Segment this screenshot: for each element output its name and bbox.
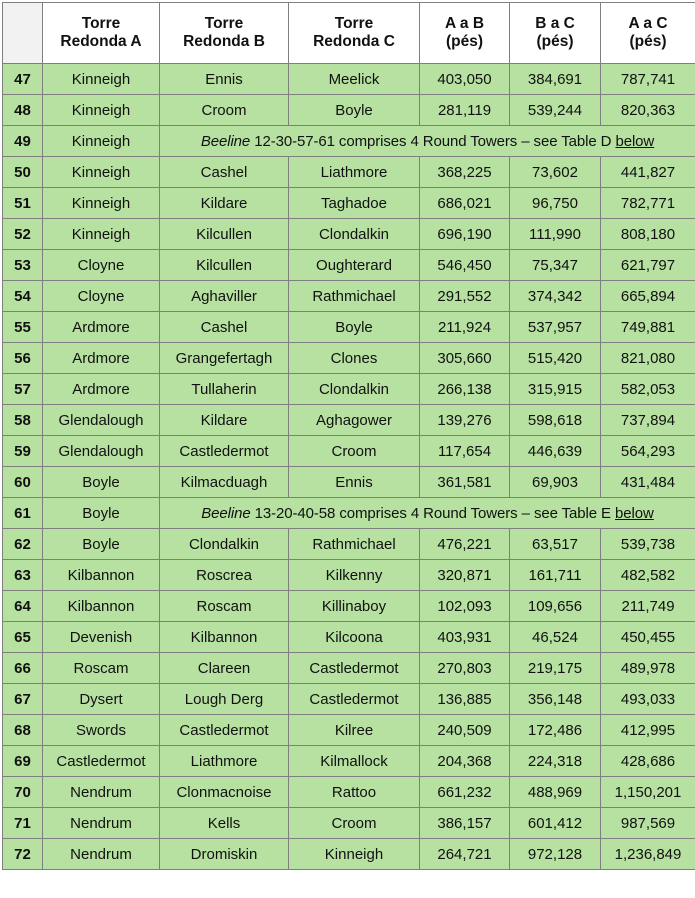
tower-b-cell: Castledermot — [160, 715, 289, 746]
distance-a-c-cell: 450,455 — [601, 622, 695, 653]
tower-c-cell: Castledermot — [289, 653, 420, 684]
distance-a-b-cell: 696,190 — [420, 219, 510, 250]
tower-c-cell: Kilkenny — [289, 560, 420, 591]
tower-b-cell: Kilbannon — [160, 622, 289, 653]
distance-a-c-cell: 749,881 — [601, 312, 695, 343]
tower-a-cell: Kinneigh — [43, 157, 160, 188]
distance-a-b-cell: 403,931 — [420, 622, 510, 653]
distance-a-c-cell: 428,686 — [601, 746, 695, 777]
row-number: 57 — [3, 374, 43, 405]
row-number: 56 — [3, 343, 43, 374]
tower-c-cell: Kinneigh — [289, 839, 420, 870]
table-row — [3, 64, 695, 95]
distance-a-c-cell: 564,293 — [601, 436, 695, 467]
distance-a-b-cell: 368,225 — [420, 157, 510, 188]
header-tower-c: Torre Redonda C — [289, 3, 420, 64]
table-row — [3, 560, 695, 591]
tower-b-cell: Lough Derg — [160, 684, 289, 715]
beeline-note — [160, 498, 695, 529]
tower-b-cell: Clondalkin — [160, 529, 289, 560]
distance-a-b-cell: 117,654 — [420, 436, 510, 467]
tower-c-cell: Boyle — [289, 95, 420, 126]
distance-a-c-cell: 211,749 — [601, 591, 695, 622]
tower-b-cell: Grangefertagh — [160, 343, 289, 374]
distance-a-b-cell: 291,552 — [420, 281, 510, 312]
tower-b-cell: Liathmore — [160, 746, 289, 777]
tower-b-cell: Croom — [160, 95, 289, 126]
tower-c-cell: Taghadoe — [289, 188, 420, 219]
distance-b-c-cell: 598,618 — [510, 405, 601, 436]
distance-b-c-cell: 315,915 — [510, 374, 601, 405]
row-number: 65 — [3, 622, 43, 653]
table-row — [3, 777, 695, 808]
distance-a-c-cell: 493,033 — [601, 684, 695, 715]
tower-c-cell: Clondalkin — [289, 219, 420, 250]
distance-a-b-cell: 361,581 — [420, 467, 510, 498]
table-row — [3, 467, 695, 498]
tower-a-cell: Kinneigh — [43, 126, 160, 157]
distance-b-c-cell: 161,711 — [510, 560, 601, 591]
tower-c-cell: Rathmichael — [289, 281, 420, 312]
distance-b-c-cell: 109,656 — [510, 591, 601, 622]
beeline-note — [160, 126, 695, 157]
tower-a-cell: Boyle — [43, 529, 160, 560]
below-link[interactable]: below — [615, 133, 654, 150]
distance-a-b-cell: 661,232 — [420, 777, 510, 808]
tower-b-cell: Kilmacduagh — [160, 467, 289, 498]
row-number: 50 — [3, 157, 43, 188]
distance-b-c-cell: 515,420 — [510, 343, 601, 374]
row-number: 64 — [3, 591, 43, 622]
distance-a-c-cell: 1,150,201 — [601, 777, 695, 808]
table-row — [3, 157, 695, 188]
table-row — [3, 529, 695, 560]
distance-a-c-cell: 621,797 — [601, 250, 695, 281]
header-tower-a: Torre Redonda A — [43, 3, 160, 64]
row-number: 67 — [3, 684, 43, 715]
tower-a-cell: Ardmore — [43, 312, 160, 343]
tower-a-cell: Nendrum — [43, 808, 160, 839]
distance-b-c-cell: 488,969 — [510, 777, 601, 808]
tower-b-cell: Tullaherin — [160, 374, 289, 405]
tower-a-cell: Dysert — [43, 684, 160, 715]
tower-c-cell: Croom — [289, 808, 420, 839]
distance-a-c-cell: 412,995 — [601, 715, 695, 746]
distance-b-c-cell: 75,347 — [510, 250, 601, 281]
table-row — [3, 343, 695, 374]
tower-b-cell: Cashel — [160, 312, 289, 343]
tower-a-cell: Kilbannon — [43, 560, 160, 591]
row-number: 54 — [3, 281, 43, 312]
tower-b-cell: Roscrea — [160, 560, 289, 591]
header-b-to-c: B a C (pés) — [510, 3, 601, 64]
table-row — [3, 281, 695, 312]
row-number: 69 — [3, 746, 43, 777]
distance-a-c-cell: 782,771 — [601, 188, 695, 219]
distance-b-c-cell: 46,524 — [510, 622, 601, 653]
tower-b-cell: Clonmacnoise — [160, 777, 289, 808]
tower-a-cell: Cloyne — [43, 250, 160, 281]
distance-a-c-cell: 787,741 — [601, 64, 695, 95]
tower-a-cell: Devenish — [43, 622, 160, 653]
distance-a-c-cell: 820,363 — [601, 95, 695, 126]
table-row — [3, 250, 695, 281]
table-row — [3, 808, 695, 839]
distance-a-b-cell: 264,721 — [420, 839, 510, 870]
tower-c-cell: Kilcoona — [289, 622, 420, 653]
distance-a-b-cell: 686,021 — [420, 188, 510, 219]
table-row — [3, 312, 695, 343]
header-corner — [3, 3, 43, 64]
tower-b-cell: Clareen — [160, 653, 289, 684]
table-row — [3, 188, 695, 219]
tower-c-cell: Rathmichael — [289, 529, 420, 560]
table-row — [3, 591, 695, 622]
row-number: 63 — [3, 560, 43, 591]
row-number: 58 — [3, 405, 43, 436]
table-row — [3, 95, 695, 126]
distance-a-b-cell: 386,157 — [420, 808, 510, 839]
row-number: 71 — [3, 808, 43, 839]
distance-b-c-cell: 224,318 — [510, 746, 601, 777]
distance-b-c-cell: 537,957 — [510, 312, 601, 343]
distance-b-c-cell: 601,412 — [510, 808, 601, 839]
distance-a-b-cell: 476,221 — [420, 529, 510, 560]
row-number: 70 — [3, 777, 43, 808]
row-number: 51 — [3, 188, 43, 219]
tower-b-cell: Dromiskin — [160, 839, 289, 870]
tower-a-cell: Ardmore — [43, 343, 160, 374]
table-row — [3, 715, 695, 746]
distance-a-b-cell: 403,050 — [420, 64, 510, 95]
tower-a-cell: Boyle — [43, 467, 160, 498]
tower-c-cell: Clondalkin — [289, 374, 420, 405]
tower-a-cell: Kilbannon — [43, 591, 160, 622]
row-number: 66 — [3, 653, 43, 684]
tower-b-cell: Roscam — [160, 591, 289, 622]
distance-b-c-cell: 172,486 — [510, 715, 601, 746]
tower-c-cell: Croom — [289, 436, 420, 467]
row-number: 48 — [3, 95, 43, 126]
distance-b-c-cell: 111,990 — [510, 219, 601, 250]
row-number: 62 — [3, 529, 43, 560]
distance-b-c-cell: 219,175 — [510, 653, 601, 684]
distance-a-b-cell: 266,138 — [420, 374, 510, 405]
tower-c-cell: Boyle — [289, 312, 420, 343]
row-number: 53 — [3, 250, 43, 281]
distance-a-c-cell: 808,180 — [601, 219, 695, 250]
table-row — [3, 126, 695, 157]
table-body — [3, 64, 695, 870]
distance-b-c-cell: 374,342 — [510, 281, 601, 312]
distance-a-c-cell: 441,827 — [601, 157, 695, 188]
distance-a-b-cell: 204,368 — [420, 746, 510, 777]
table-row — [3, 839, 695, 870]
distance-b-c-cell: 384,691 — [510, 64, 601, 95]
distance-a-c-cell: 489,978 — [601, 653, 695, 684]
beeline-text: 13-20-40-58 comprises 4 Round Towers – see Table E — [251, 505, 615, 522]
distance-b-c-cell: 446,639 — [510, 436, 601, 467]
header-a-to-c: A a C (pés) — [601, 3, 695, 64]
beeline-label: Beeline — [201, 505, 250, 522]
tower-c-cell: Meelick — [289, 64, 420, 95]
header-tower-b: Torre Redonda B — [160, 3, 289, 64]
row-number: 59 — [3, 436, 43, 467]
distance-a-c-cell: 821,080 — [601, 343, 695, 374]
below-link[interactable]: below — [615, 505, 654, 522]
tower-c-cell: Liathmore — [289, 157, 420, 188]
row-number: 52 — [3, 219, 43, 250]
tower-c-cell: Oughterard — [289, 250, 420, 281]
table-row — [3, 219, 695, 250]
distance-a-b-cell: 240,509 — [420, 715, 510, 746]
tower-a-cell: Nendrum — [43, 777, 160, 808]
row-number: 49 — [3, 126, 43, 157]
distance-a-b-cell: 305,660 — [420, 343, 510, 374]
tower-c-cell: Killinaboy — [289, 591, 420, 622]
distance-a-c-cell: 431,484 — [601, 467, 695, 498]
distance-b-c-cell: 73,602 — [510, 157, 601, 188]
table-row — [3, 684, 695, 715]
tower-a-cell: Kinneigh — [43, 95, 160, 126]
tower-b-cell: Kells — [160, 808, 289, 839]
tower-b-cell: Kildare — [160, 405, 289, 436]
tower-c-cell: Kilmallock — [289, 746, 420, 777]
beeline-label: Beeline — [201, 133, 250, 150]
distance-b-c-cell: 96,750 — [510, 188, 601, 219]
row-number: 72 — [3, 839, 43, 870]
tower-a-cell: Kinneigh — [43, 64, 160, 95]
distance-a-b-cell: 211,924 — [420, 312, 510, 343]
distance-a-b-cell: 270,803 — [420, 653, 510, 684]
tower-b-cell: Castledermot — [160, 436, 289, 467]
distance-a-b-cell: 546,450 — [420, 250, 510, 281]
tower-a-cell: Castledermot — [43, 746, 160, 777]
tower-c-cell: Kilree — [289, 715, 420, 746]
distance-b-c-cell: 69,903 — [510, 467, 601, 498]
table-row — [3, 374, 695, 405]
row-number: 47 — [3, 64, 43, 95]
table-row — [3, 405, 695, 436]
tower-a-cell: Swords — [43, 715, 160, 746]
round-towers-table — [2, 2, 695, 870]
distance-a-c-cell: 1,236,849 — [601, 839, 695, 870]
tower-c-cell: Castledermot — [289, 684, 420, 715]
tower-a-cell: Nendrum — [43, 839, 160, 870]
row-number: 61 — [3, 498, 43, 529]
distance-a-b-cell: 281,119 — [420, 95, 510, 126]
tower-b-cell: Kilcullen — [160, 250, 289, 281]
tower-c-cell: Aghagower — [289, 405, 420, 436]
row-number: 60 — [3, 467, 43, 498]
tower-c-cell: Rattoo — [289, 777, 420, 808]
distance-a-b-cell: 320,871 — [420, 560, 510, 591]
table-row — [3, 653, 695, 684]
tower-b-cell: Cashel — [160, 157, 289, 188]
distance-a-c-cell: 482,582 — [601, 560, 695, 591]
tower-b-cell: Aghaviller — [160, 281, 289, 312]
table-row — [3, 436, 695, 467]
distance-b-c-cell: 972,128 — [510, 839, 601, 870]
table-row — [3, 746, 695, 777]
beeline-text: 12-30-57-61 comprises 4 Round Towers – see Table D — [250, 133, 615, 150]
row-number: 55 — [3, 312, 43, 343]
header-row — [3, 3, 695, 64]
table-row — [3, 622, 695, 653]
distance-b-c-cell: 63,517 — [510, 529, 601, 560]
tower-a-cell: Kinneigh — [43, 219, 160, 250]
tower-b-cell: Kildare — [160, 188, 289, 219]
header-a-to-b: A a B (pés) — [420, 3, 510, 64]
distance-a-b-cell: 139,276 — [420, 405, 510, 436]
distance-a-c-cell: 539,738 — [601, 529, 695, 560]
tower-a-cell: Ardmore — [43, 374, 160, 405]
tower-a-cell: Glendalough — [43, 405, 160, 436]
distance-b-c-cell: 539,244 — [510, 95, 601, 126]
tower-c-cell: Ennis — [289, 467, 420, 498]
distance-a-c-cell: 665,894 — [601, 281, 695, 312]
tower-b-cell: Ennis — [160, 64, 289, 95]
tower-a-cell: Boyle — [43, 498, 160, 529]
distance-a-c-cell: 582,053 — [601, 374, 695, 405]
tower-a-cell: Glendalough — [43, 436, 160, 467]
tower-c-cell: Clones — [289, 343, 420, 374]
distance-a-b-cell: 136,885 — [420, 684, 510, 715]
distance-b-c-cell: 356,148 — [510, 684, 601, 715]
tower-a-cell: Cloyne — [43, 281, 160, 312]
distance-a-c-cell: 987,569 — [601, 808, 695, 839]
distance-a-c-cell: 737,894 — [601, 405, 695, 436]
tower-b-cell: Kilcullen — [160, 219, 289, 250]
tower-a-cell: Kinneigh — [43, 188, 160, 219]
distance-a-b-cell: 102,093 — [420, 591, 510, 622]
row-number: 68 — [3, 715, 43, 746]
tower-a-cell: Roscam — [43, 653, 160, 684]
table-row — [3, 498, 695, 529]
